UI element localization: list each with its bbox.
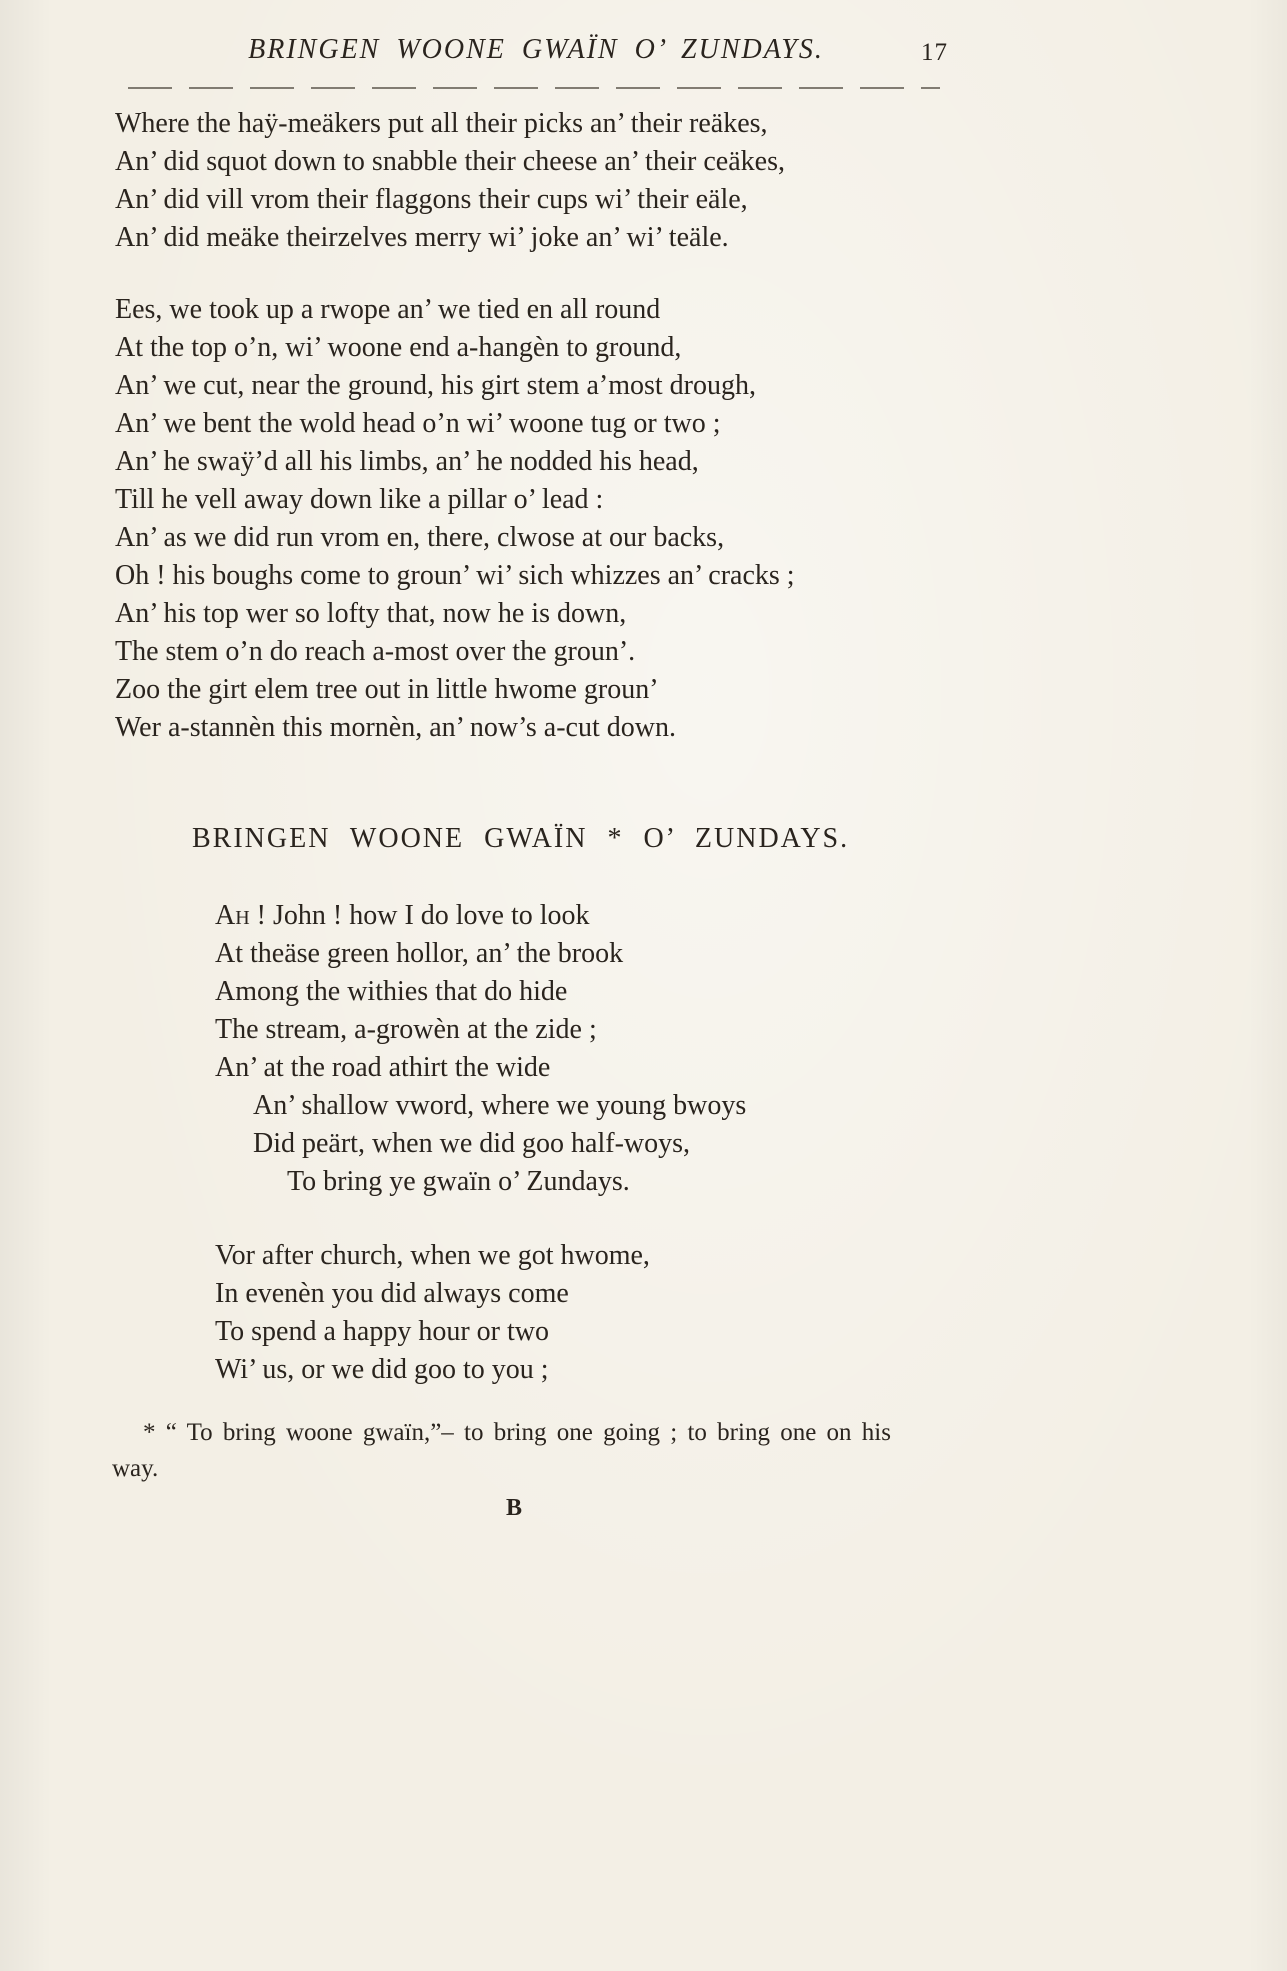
signature-mark: B [506, 1495, 524, 1521]
poem-line: At theäse green hollor, an’ the brook [215, 938, 624, 969]
poem-line: To bring ye gwaïn o’ Zundays. [287, 1166, 630, 1197]
page-header [130, 34, 948, 74]
poem-line: Zoo the girt elem tree out in little hwome groun’ [115, 674, 659, 705]
poem-line: An’ he swaÿ’d all his limbs, an’ he nodded his head, [115, 446, 699, 477]
poem-line: An’ we bent the wold head o’n wi’ woone tug or two ; [115, 408, 721, 439]
poem-line: Vor after church, when we got hwome, [215, 1240, 650, 1271]
poem-line: The stream, a-growèn at the zide ; [215, 1014, 597, 1045]
footnote [112, 1415, 1287, 1487]
poem-line: An’ at the road athirt the wide [215, 1052, 551, 1083]
poem-line: The stem o’n do reach a-most over the groun’. [115, 636, 636, 667]
poem-line: An’ did squot down to snabble their cheese an’ their ceäkes, [115, 146, 785, 177]
poem-line: In evenèn you did always come [215, 1278, 569, 1309]
book-page [0, 34, 1287, 1522]
stanza-fourth [215, 1237, 1287, 1389]
poem-line: Among the withies that do hide [215, 976, 568, 1007]
stanza-first [115, 105, 1287, 257]
poem-line: An’ as we did run vrom en, there, clwose at our backs, [115, 522, 725, 553]
smallcaps-lead: Ah [215, 900, 250, 931]
footnote-line: way. [112, 1455, 159, 1482]
poem-line: Ees, we took up a rwope an’ we tied en all round [115, 294, 661, 325]
poem-line: To spend a happy hour or two [215, 1316, 549, 1347]
footnote-line: * “ To bring woone gwaïn,”– to bring one going ; to bring one on his [143, 1419, 891, 1446]
poem-line: At the top o’n, wi’ woone end a-hangèn to ground, [115, 332, 682, 363]
page-number: 17 [921, 39, 948, 66]
poem-line: An’ we cut, near the ground, his girt stem a’most drough, [115, 370, 757, 401]
running-title: BRINGEN WOONE GWAÏN O’ ZUNDAYS. [248, 34, 824, 65]
poem-line: Till he vell away down like a pillar o’ lead : [115, 484, 604, 515]
poem-line: An’ did meäke theirzelves merry wi’ joke an’ wi’ teäle. [115, 222, 729, 253]
poem-line: Where the haÿ-meäkers put all their picks an’ their reäkes, [115, 108, 768, 139]
poem-line: An’ shallow vword, where we young bwoys [253, 1090, 747, 1121]
poem-line: An’ did vill vrom their flaggons their cups wi’ their eäle, [115, 184, 748, 215]
poem-line: Wer a-stannèn this mornèn, an’ now’s a-cut down. [115, 712, 676, 743]
poem-line: An’ his top wer so lofty that, now he is down, [115, 598, 627, 629]
poem-line [215, 897, 1287, 935]
stanza-second [115, 291, 1287, 747]
header-rule [128, 87, 940, 89]
poem-line: Wi’ us, or we did goo to you ; [215, 1354, 549, 1385]
poem-line-rest: ! John ! how I do love to look [249, 900, 590, 931]
poem-line: Did peärt, when we did goo half-woys, [253, 1128, 691, 1159]
poem-title: BRINGEN WOONE GWAÏN * O’ ZUNDAYS. [192, 823, 850, 854]
stanza-third [215, 897, 1287, 1201]
poem-line: Oh ! his boughs come to groun’ wi’ sich whizzes an’ cracks ; [115, 560, 795, 591]
